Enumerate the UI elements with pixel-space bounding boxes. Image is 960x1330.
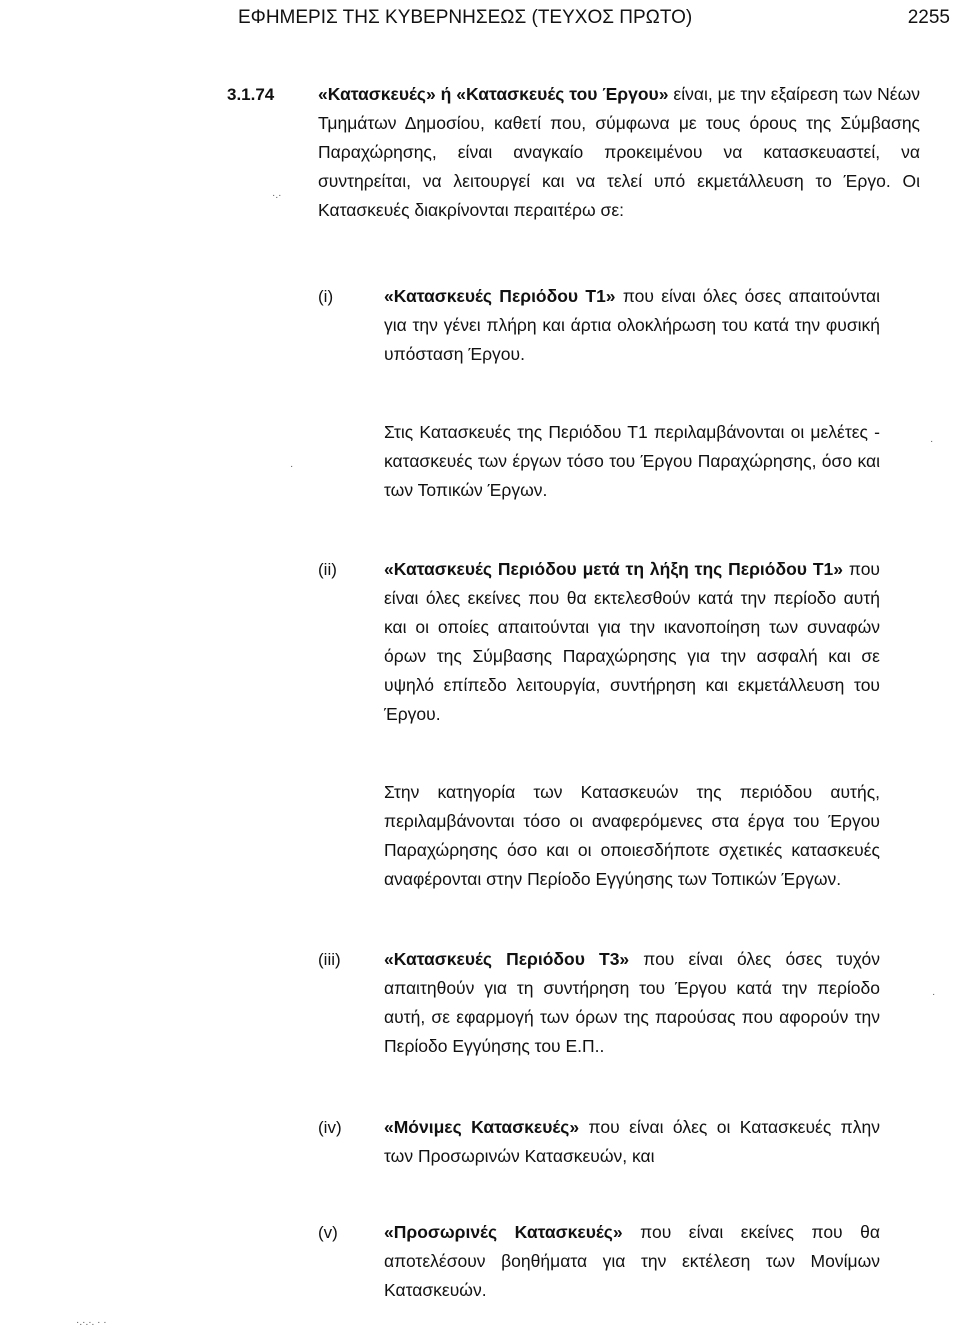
list-item xyxy=(384,282,880,369)
item-label: (iv) xyxy=(318,1118,342,1137)
definition-text: είναι, με την εξαίρεση των Νέων Τμημάτων Δημοσίου, καθετί που, σύμφωνα με τους όρους της Σύμβασης Παραχώρησης, είναι αναγκαίο προκειμένου να κατασκευαστεί, να συντηρείται, να λειτουργεί και να τελεί υπό εκμετάλλευση το Έργο. Οι Κατασκευές διακρίνονται περαιτέρω σε: xyxy=(318,84,920,220)
item-text: που είναι όλες όσες τυχόν απαιτηθούν για τη συντήρηση του Έργου κατά την περίοδο αυτή, σε εφαρμογή των όρων της παρούσας που αφορούν την Περίοδο Εγγύησης του Ε.Π.. xyxy=(384,949,880,1056)
item-text: που είναι όλες εκείνες που θα εκτελεσθούν κατά την περίοδο αυτή και οι οποίες απαιτούνται για την ικανοποίηση των συναφών όρων της Σύμβασης Παραχώρησης για την ασφαλή και σε υψηλό επίπεδο λειτουργία, συντήρηση και εκμετάλλευση του Έργου. xyxy=(384,559,880,724)
item-label: (iii) xyxy=(318,950,341,969)
scan-speck: · xyxy=(290,461,294,472)
list-item xyxy=(384,555,880,729)
item-note: Στην κατηγορία των Κατασκευών της περιόδου αυτής, περιλαμβάνονται τόσο οι αναφερόμενες στα έργα του Έργου Παραχώρησης όσο και οι οποιεσδήποτε σχετικές κατασκευές αναφέρονται στην Περίοδο Εγγύησης των Τοπικών Έργων. xyxy=(384,782,880,889)
item-label: (ii) xyxy=(318,560,337,579)
list-item xyxy=(384,1113,880,1171)
item-term: «Μόνιμες Κατασκευές» xyxy=(384,1117,580,1137)
gazette-title: ΕΦΗΜΕΡΙΣ ΤΗΣ ΚΥΒΕΡΝΗΣΕΩΣ (ΤΕΥΧΟΣ ΠΡΩΤΟ) xyxy=(238,7,693,28)
item-term: «Κατασκευές Περιόδου Τ3» xyxy=(384,949,630,969)
scan-speck: · xyxy=(930,436,934,447)
item-text: που είναι όλες οι Κατασκευές πλην των Προσωρινών Κατασκευών, και xyxy=(384,1117,880,1166)
item-text: που είναι εκείνες που θα αποτελέσουν βοηθήματα για την εκτέλεση των Μονίμων Κατασκευών. xyxy=(384,1222,880,1300)
item-term: «Προσωρινές Κατασκευές» xyxy=(384,1222,623,1242)
item-text: που είναι όλες όσες απαιτούνται για την γένει πλήρη και άρτια ολοκλήρωση του κατά την φυσική υπόσταση Έργου. xyxy=(384,286,880,364)
scan-speck: ·.·.·. · · xyxy=(76,1317,107,1328)
item-label: (v) xyxy=(318,1223,338,1242)
list-item xyxy=(384,945,880,1061)
item-note: Στις Κατασκευές της Περιόδου Τ1 περιλαμβάνονται οι μελέτες - κατασκευές των έργων τόσο του Έργου Παραχώρησης, όσο και των Τοπικών Έργων. xyxy=(384,422,880,500)
scan-speck: ·.· xyxy=(272,190,282,201)
definition-intro xyxy=(318,80,920,225)
item-term: «Κατασκευές Περιόδου Τ1» xyxy=(384,286,616,306)
item-label: (i) xyxy=(318,287,334,306)
scan-speck: · xyxy=(932,989,936,1000)
defined-term: «Κατασκευές» ή «Κατασκευές του Έργου» xyxy=(318,84,669,104)
page-header xyxy=(238,4,958,32)
section-number: 3.1.74 xyxy=(227,85,275,104)
list-item xyxy=(384,1218,880,1305)
page-number: 2255 xyxy=(907,7,950,28)
item-term: «Κατασκευές Περιόδου μετά τη λήξη της Περιόδου Τ1» xyxy=(384,559,843,579)
